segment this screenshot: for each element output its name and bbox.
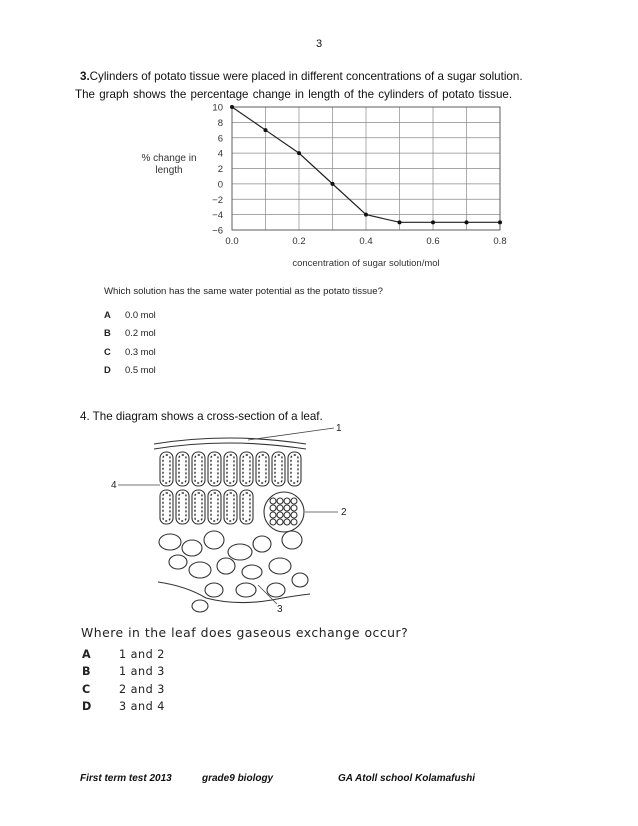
chloroplast-row <box>275 455 282 483</box>
spongy-cell <box>269 558 291 574</box>
y-tick-label: −2 <box>212 194 223 206</box>
palisade-cell <box>192 490 205 524</box>
label-1-pointer <box>248 428 334 440</box>
chart-x-axis-label: concentration of sugar solution/mol <box>292 258 440 269</box>
question-3-prompt: Which solution has the same water potential as the potato tissue? <box>104 286 383 297</box>
y-tick-label: 2 <box>217 164 223 175</box>
palisade-cell <box>176 452 189 486</box>
spongy-cell <box>236 583 256 597</box>
diagram-label-4: 4 <box>111 480 117 491</box>
spongy-cell <box>159 534 181 550</box>
question-4-intro: 4. The diagram shows a cross-section of a leaf. <box>80 410 323 423</box>
option-letter: C <box>82 683 91 696</box>
x-tick-label: 0.0 <box>225 236 239 247</box>
spongy-cell <box>205 583 223 597</box>
spongy-cell <box>169 555 187 569</box>
chloroplast-row <box>179 493 186 521</box>
xylem-vessel <box>291 512 297 518</box>
y-tick-label: 6 <box>217 133 223 145</box>
xylem-vessel <box>284 512 290 518</box>
y-tick-label: −4 <box>212 210 223 222</box>
xylem-vessel <box>277 505 283 511</box>
chloroplast-row <box>195 455 202 483</box>
option-text: 2 and 3 <box>119 683 165 696</box>
xylem-vessel <box>277 519 283 525</box>
xylem-vessel <box>284 519 290 525</box>
chloroplast-row <box>211 455 218 483</box>
option-text: 3 and 4 <box>119 700 165 713</box>
x-tick-label: 0.2 <box>292 236 306 247</box>
palisade-cell <box>160 452 173 486</box>
spongy-cell <box>182 540 202 556</box>
x-tick-label: 0.6 <box>426 236 440 247</box>
option-letter: B <box>82 665 92 678</box>
palisade-cell <box>272 452 285 486</box>
y-tick-label: 0 <box>217 179 223 191</box>
chloroplast-row <box>227 493 234 521</box>
chloroplast-row <box>243 493 250 521</box>
spongy-cell <box>192 600 208 612</box>
y-tick-label: −6 <box>212 225 223 237</box>
chloroplast-row <box>291 455 298 483</box>
x-tick-label: 0.8 <box>493 236 507 247</box>
palisade-cell <box>224 452 237 486</box>
palisade-cell <box>240 452 253 486</box>
xylem-vessel <box>291 498 297 504</box>
option-letter: A <box>104 309 111 320</box>
x-tick-label: 0.4 <box>359 236 373 247</box>
question-4-prompt: Where in the leaf does gaseous exchange occur? <box>81 625 409 640</box>
option-letter: D <box>82 700 92 713</box>
upper-epidermis <box>154 443 306 449</box>
option-text: 0.2 mol <box>125 327 156 338</box>
option-letter: A <box>82 648 92 661</box>
option-text: 0.5 mol <box>125 364 156 375</box>
chloroplast-row <box>195 493 202 521</box>
spongy-cell <box>242 565 262 579</box>
xylem-vessel <box>284 498 290 504</box>
xylem-vessel <box>291 519 297 525</box>
option-letter: C <box>104 346 111 357</box>
xylem-vessel <box>284 505 290 511</box>
lower-epidermis <box>158 582 310 603</box>
chart-y-axis-label: % change in length <box>141 153 197 176</box>
chloroplast-row <box>179 455 186 483</box>
xylem-vessel <box>291 505 297 511</box>
option-text: 0.0 mol <box>125 309 156 320</box>
palisade-cell <box>256 452 269 486</box>
palisade-cell <box>160 490 173 524</box>
option-text: 1 and 3 <box>119 665 165 678</box>
diagram-label-2: 2 <box>341 507 347 518</box>
palisade-cell <box>208 452 221 486</box>
question-3-text-1: Cylinders of potato tissue were placed in different concentrations of a sugar solution. <box>89 70 523 83</box>
chloroplast-row <box>163 493 170 521</box>
option-text: 1 and 2 <box>119 648 165 661</box>
spongy-cell <box>292 573 308 587</box>
chloroplast-row <box>243 455 250 483</box>
vascular-bundle <box>264 492 304 532</box>
palisade-cell <box>288 452 301 486</box>
y-tick-label: 10 <box>212 102 223 114</box>
option-letter: D <box>104 364 111 375</box>
spongy-cell <box>267 583 285 597</box>
spongy-cell <box>204 531 224 549</box>
chloroplast-row <box>227 455 234 483</box>
chloroplast-row <box>163 455 170 483</box>
palisade-cell <box>192 452 205 486</box>
page-number: 3 <box>315 38 323 50</box>
palisade-cell <box>240 490 253 524</box>
question-3-line-2: The graph shows the percentage change in length of the cylinders of potato tissue. <box>75 88 513 101</box>
xylem-vessel <box>277 512 283 518</box>
spongy-cell <box>189 562 211 578</box>
option-letter: B <box>104 327 111 338</box>
y-tick-label: 8 <box>217 117 223 129</box>
spongy-cell <box>217 558 235 574</box>
y-tick-label: 4 <box>217 148 223 160</box>
palisade-cell <box>224 490 237 524</box>
spongy-cell <box>228 544 252 560</box>
spongy-cell <box>253 536 271 552</box>
chloroplast-row <box>259 455 266 483</box>
xylem-vessel <box>270 498 276 504</box>
option-text: 0.3 mol <box>125 346 156 357</box>
diagram-label-1: 1 <box>336 423 342 434</box>
footer-school: GA Atoll school Kolamafushi <box>338 773 476 784</box>
question-3-number: 3. <box>80 70 90 83</box>
diagram-label-3: 3 <box>277 604 283 615</box>
spongy-cell <box>282 531 302 549</box>
xylem-vessel <box>277 498 283 504</box>
chloroplast-row <box>211 493 218 521</box>
xylem-vessel <box>270 519 276 525</box>
palisade-cell <box>176 490 189 524</box>
footer-test-name: First term test 2013 <box>80 773 172 784</box>
xylem-vessel <box>270 512 276 518</box>
palisade-cell <box>208 490 221 524</box>
xylem-vessel <box>270 505 276 511</box>
footer-subject: grade9 biology <box>202 773 274 784</box>
